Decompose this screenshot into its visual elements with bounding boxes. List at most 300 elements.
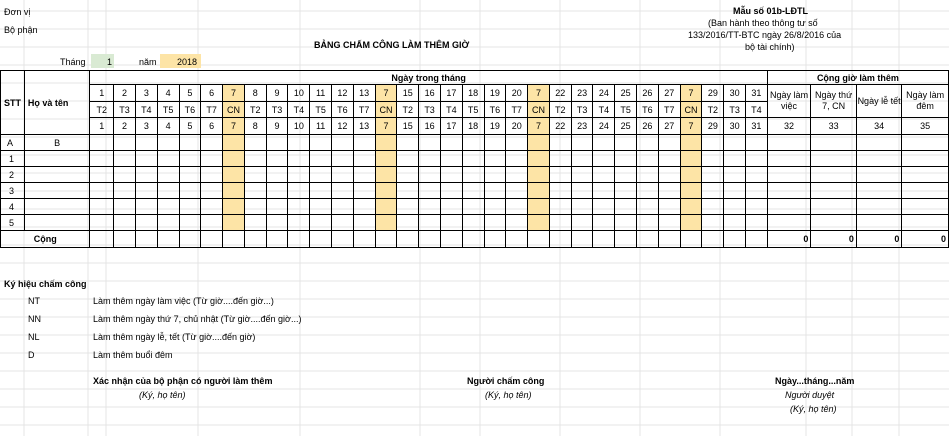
total-day-cell <box>658 231 680 248</box>
day-cell[interactable] <box>462 183 484 199</box>
total-day-cell <box>179 231 201 248</box>
total-day-cell <box>746 231 768 248</box>
day-cell[interactable] <box>397 215 419 231</box>
day-cell[interactable] <box>223 215 245 231</box>
weekday-label: T3 <box>724 102 746 118</box>
day-cell[interactable] <box>397 183 419 199</box>
day-cell[interactable] <box>375 167 397 183</box>
day-cell <box>549 135 571 151</box>
day-cell <box>440 135 462 151</box>
day-cell[interactable] <box>746 151 768 167</box>
day-cell[interactable] <box>244 167 266 183</box>
day-cell[interactable] <box>201 167 223 183</box>
day-number: 25 <box>615 85 637 102</box>
day-cell[interactable] <box>244 183 266 199</box>
ot-cell[interactable] <box>856 199 902 215</box>
ot-column-label: Ngày làm đêm <box>902 85 949 118</box>
day-cell[interactable] <box>419 183 441 199</box>
day-cell[interactable] <box>90 151 114 167</box>
day-cell[interactable] <box>528 199 550 215</box>
day-cell[interactable] <box>680 183 702 199</box>
day-cell[interactable] <box>223 183 245 199</box>
day-cell <box>223 135 245 151</box>
day-cell <box>135 135 157 151</box>
day-cell[interactable] <box>179 151 201 167</box>
ot-total: 0 <box>902 231 949 248</box>
day-cell[interactable] <box>90 183 114 199</box>
column-index: 19 <box>484 118 506 135</box>
day-number: 8 <box>244 85 266 102</box>
day-cell[interactable] <box>593 215 615 231</box>
day-cell <box>746 135 768 151</box>
weekday-label: T7 <box>201 102 223 118</box>
day-cell[interactable] <box>746 215 768 231</box>
weekday-label: T2 <box>549 102 571 118</box>
employee-name-cell[interactable] <box>24 183 90 199</box>
day-cell[interactable] <box>375 151 397 167</box>
day-cell[interactable] <box>462 199 484 215</box>
weekday-label: T4 <box>746 102 768 118</box>
ot-cell[interactable] <box>767 151 811 167</box>
day-cell <box>90 135 114 151</box>
day-cell[interactable] <box>746 183 768 199</box>
ot-cell[interactable] <box>811 215 857 231</box>
day-cell[interactable] <box>702 199 724 215</box>
day-cell[interactable] <box>353 167 375 183</box>
day-cell[interactable] <box>549 183 571 199</box>
day-cell[interactable] <box>157 215 179 231</box>
day-cell[interactable] <box>90 199 114 215</box>
weekday-label: CN <box>528 102 550 118</box>
weekday-label: T5 <box>615 102 637 118</box>
day-cell[interactable] <box>440 167 462 183</box>
day-cell[interactable] <box>549 199 571 215</box>
day-cell[interactable] <box>353 151 375 167</box>
ot-cell[interactable] <box>902 183 949 199</box>
day-cell[interactable] <box>157 199 179 215</box>
column-index: 11 <box>310 118 332 135</box>
day-cell[interactable] <box>90 215 114 231</box>
day-cell[interactable] <box>244 215 266 231</box>
column-index: 13 <box>353 118 375 135</box>
total-day-cell <box>549 231 571 248</box>
day-cell[interactable] <box>724 199 746 215</box>
day-cell[interactable] <box>658 183 680 199</box>
day-cell[interactable] <box>223 199 245 215</box>
day-cell[interactable] <box>332 167 354 183</box>
day-cell[interactable] <box>179 215 201 231</box>
day-cell[interactable] <box>310 167 332 183</box>
day-cell[interactable] <box>310 151 332 167</box>
ot-cell <box>902 135 949 151</box>
day-cell[interactable] <box>135 183 157 199</box>
day-cell[interactable] <box>201 183 223 199</box>
day-cell <box>637 135 659 151</box>
day-cell[interactable] <box>419 167 441 183</box>
day-cell[interactable] <box>549 215 571 231</box>
day-cell[interactable] <box>114 167 136 183</box>
day-cell[interactable] <box>157 151 179 167</box>
column-index: 10 <box>288 118 310 135</box>
day-cell[interactable] <box>506 215 528 231</box>
day-cell[interactable] <box>375 215 397 231</box>
total-day-cell <box>724 231 746 248</box>
total-day-cell <box>571 231 593 248</box>
day-cell[interactable] <box>637 215 659 231</box>
weekday-label: T7 <box>506 102 528 118</box>
column-index: 15 <box>397 118 419 135</box>
total-day-cell <box>615 231 637 248</box>
day-number: 31 <box>746 85 768 102</box>
day-cell[interactable] <box>506 167 528 183</box>
total-day-cell <box>310 231 332 248</box>
total-day-cell <box>593 231 615 248</box>
day-cell[interactable] <box>484 215 506 231</box>
day-cell <box>157 135 179 151</box>
column-index: 6 <box>201 118 223 135</box>
column-index: 22 <box>549 118 571 135</box>
day-cell[interactable] <box>353 215 375 231</box>
day-cell[interactable] <box>528 183 550 199</box>
day-cell[interactable] <box>332 215 354 231</box>
total-label: Cộng <box>1 231 90 248</box>
day-number: 24 <box>593 85 615 102</box>
stt-header: STT <box>1 71 25 135</box>
dept-confirm-label: Xác nhận của bộ phận có người làm thêm <box>93 376 273 386</box>
day-cell[interactable] <box>724 215 746 231</box>
ot-cell[interactable] <box>811 151 857 167</box>
column-index: 29 <box>702 118 724 135</box>
year-input[interactable] <box>160 54 201 68</box>
day-cell[interactable] <box>201 215 223 231</box>
day-cell[interactable] <box>571 183 593 199</box>
day-cell[interactable] <box>375 183 397 199</box>
day-cell[interactable] <box>266 215 288 231</box>
day-cell <box>462 135 484 151</box>
column-index: 12 <box>332 118 354 135</box>
day-cell[interactable] <box>615 215 637 231</box>
column-index: 7 <box>680 118 702 135</box>
page-title: BẢNG CHẤM CÔNG LÀM THÊM GIỜ <box>314 40 470 50</box>
total-day-cell <box>702 231 724 248</box>
day-cell[interactable] <box>397 151 419 167</box>
legend-code: D <box>28 350 35 360</box>
day-number: 6 <box>201 85 223 102</box>
day-cell[interactable] <box>506 183 528 199</box>
day-cell[interactable] <box>484 199 506 215</box>
total-day-cell <box>419 231 441 248</box>
day-cell[interactable] <box>637 167 659 183</box>
day-cell[interactable] <box>288 215 310 231</box>
ot-total: 0 <box>811 231 857 248</box>
month-input[interactable] <box>91 54 114 68</box>
name-header: Họ và tên <box>24 71 90 135</box>
ot-cell[interactable] <box>767 167 811 183</box>
day-cell[interactable] <box>266 167 288 183</box>
day-cell[interactable] <box>310 183 332 199</box>
day-cell[interactable] <box>680 199 702 215</box>
day-cell[interactable] <box>90 167 114 183</box>
day-cell[interactable] <box>157 183 179 199</box>
ot-cell[interactable] <box>811 183 857 199</box>
day-cell[interactable] <box>135 215 157 231</box>
day-cell[interactable] <box>244 151 266 167</box>
key-row-stt: A <box>1 135 25 151</box>
day-number: 26 <box>637 85 659 102</box>
total-day-cell <box>397 231 419 248</box>
day-cell[interactable] <box>658 167 680 183</box>
day-cell[interactable] <box>135 199 157 215</box>
day-number: 12 <box>332 85 354 102</box>
row-stt: 2 <box>1 167 25 183</box>
ot-cell[interactable] <box>811 199 857 215</box>
day-cell[interactable] <box>419 151 441 167</box>
day-cell[interactable] <box>332 151 354 167</box>
form-note-3: bộ tài chính) <box>745 42 795 52</box>
day-cell[interactable] <box>593 151 615 167</box>
column-index: 26 <box>637 118 659 135</box>
day-cell[interactable] <box>680 215 702 231</box>
row-stt: 3 <box>1 183 25 199</box>
day-cell[interactable] <box>571 215 593 231</box>
day-cell[interactable] <box>462 167 484 183</box>
day-cell[interactable] <box>528 215 550 231</box>
ot-cell <box>767 135 811 151</box>
day-number: 9 <box>266 85 288 102</box>
day-cell[interactable] <box>201 151 223 167</box>
day-cell[interactable] <box>179 167 201 183</box>
employee-name-cell[interactable] <box>24 215 90 231</box>
day-cell[interactable] <box>528 151 550 167</box>
day-cell[interactable] <box>201 199 223 215</box>
day-cell <box>724 135 746 151</box>
weekday-label: T6 <box>637 102 659 118</box>
day-cell[interactable] <box>702 167 724 183</box>
day-cell[interactable] <box>332 199 354 215</box>
year-value: 2018 <box>177 57 198 67</box>
day-cell[interactable] <box>462 151 484 167</box>
day-cell[interactable] <box>658 215 680 231</box>
day-number: 16 <box>419 85 441 102</box>
day-cell[interactable] <box>746 199 768 215</box>
ot-cell[interactable] <box>811 167 857 183</box>
employee-name-cell[interactable] <box>24 151 90 167</box>
column-index: 24 <box>593 118 615 135</box>
row-stt: 1 <box>1 151 25 167</box>
day-cell[interactable] <box>506 151 528 167</box>
day-cell[interactable] <box>593 183 615 199</box>
weekday-label: CN <box>375 102 397 118</box>
weekday-label: T2 <box>244 102 266 118</box>
day-cell[interactable] <box>528 167 550 183</box>
day-cell[interactable] <box>353 183 375 199</box>
day-number: 20 <box>506 85 528 102</box>
day-cell[interactable] <box>157 167 179 183</box>
day-cell[interactable] <box>440 151 462 167</box>
day-cell[interactable] <box>135 167 157 183</box>
day-number: 10 <box>288 85 310 102</box>
day-cell[interactable] <box>593 199 615 215</box>
day-cell[interactable] <box>506 199 528 215</box>
day-cell[interactable] <box>702 183 724 199</box>
day-number: 19 <box>484 85 506 102</box>
total-day-cell <box>462 231 484 248</box>
legend-code: NN <box>28 314 41 324</box>
ot-cell[interactable] <box>902 215 949 231</box>
day-cell[interactable] <box>332 183 354 199</box>
day-cell[interactable] <box>571 167 593 183</box>
day-cell[interactable] <box>310 199 332 215</box>
day-cell <box>419 135 441 151</box>
dept-sign-note: (Ký, họ tên) <box>139 390 186 400</box>
day-number: 5 <box>179 85 201 102</box>
table-row <box>1 199 949 215</box>
day-cell[interactable] <box>484 167 506 183</box>
day-cell[interactable] <box>484 151 506 167</box>
day-cell[interactable] <box>680 151 702 167</box>
day-cell[interactable] <box>114 183 136 199</box>
day-cell[interactable] <box>244 199 266 215</box>
day-cell <box>353 135 375 151</box>
ot-cell[interactable] <box>902 167 949 183</box>
weekday-label: T4 <box>440 102 462 118</box>
day-cell[interactable] <box>637 151 659 167</box>
column-index: 23 <box>571 118 593 135</box>
day-number: 7 <box>223 85 245 102</box>
table-row <box>1 183 949 199</box>
day-cell[interactable] <box>288 199 310 215</box>
date-line: Ngày...tháng...năm <box>775 376 855 386</box>
ot-cell[interactable] <box>767 199 811 215</box>
ot-column-index: 34 <box>856 118 902 135</box>
day-cell[interactable] <box>746 167 768 183</box>
weekday-label: T5 <box>310 102 332 118</box>
month-value: 1 <box>107 57 113 67</box>
day-cell[interactable] <box>419 215 441 231</box>
day-number: 23 <box>571 85 593 102</box>
day-cell[interactable] <box>702 151 724 167</box>
ot-column-label: Ngày lễ tết <box>856 85 902 118</box>
day-cell <box>201 135 223 151</box>
day-cell[interactable] <box>440 183 462 199</box>
day-cell[interactable] <box>179 199 201 215</box>
day-cell[interactable] <box>724 167 746 183</box>
day-cell[interactable] <box>288 183 310 199</box>
day-number: 11 <box>310 85 332 102</box>
day-cell[interactable] <box>615 199 637 215</box>
day-cell[interactable] <box>702 215 724 231</box>
ot-cell[interactable] <box>767 183 811 199</box>
day-cell[interactable] <box>571 199 593 215</box>
day-number: 1 <box>90 85 114 102</box>
day-cell[interactable] <box>114 215 136 231</box>
day-cell[interactable] <box>615 183 637 199</box>
weekday-label: T6 <box>484 102 506 118</box>
day-cell[interactable] <box>637 199 659 215</box>
ot-cell[interactable] <box>856 215 902 231</box>
day-number: 18 <box>462 85 484 102</box>
ot-total: 0 <box>856 231 902 248</box>
legend-code: NL <box>28 332 40 342</box>
weekday-label: T3 <box>419 102 441 118</box>
weekday-label: T5 <box>157 102 179 118</box>
day-cell[interactable] <box>484 183 506 199</box>
day-cell[interactable] <box>419 199 441 215</box>
timekeeper-label: Người chấm công <box>467 376 545 386</box>
legend-code: NT <box>28 296 40 306</box>
day-cell[interactable] <box>680 167 702 183</box>
day-cell <box>571 135 593 151</box>
ot-cell[interactable] <box>902 151 949 167</box>
day-cell[interactable] <box>223 151 245 167</box>
day-cell[interactable] <box>397 199 419 215</box>
day-cell[interactable] <box>397 167 419 183</box>
day-cell[interactable] <box>724 151 746 167</box>
day-cell[interactable] <box>135 151 157 167</box>
day-cell[interactable] <box>375 199 397 215</box>
weekday-label: T2 <box>397 102 419 118</box>
column-index: 18 <box>462 118 484 135</box>
day-cell[interactable] <box>615 151 637 167</box>
day-cell[interactable] <box>114 151 136 167</box>
day-cell[interactable] <box>724 183 746 199</box>
ot-cell[interactable] <box>856 167 902 183</box>
overtime-header: Cộng giờ làm thêm <box>767 71 948 85</box>
ot-cell[interactable] <box>902 199 949 215</box>
day-cell[interactable] <box>114 199 136 215</box>
employee-name-cell[interactable] <box>24 167 90 183</box>
day-cell[interactable] <box>353 199 375 215</box>
day-cell[interactable] <box>179 183 201 199</box>
day-cell[interactable] <box>593 167 615 183</box>
legend-description: Làm thêm ngày thứ 7, chủ nhật (Từ giờ....đến giờ...) <box>93 314 302 324</box>
day-cell[interactable] <box>266 183 288 199</box>
day-cell[interactable] <box>310 215 332 231</box>
day-cell[interactable] <box>658 151 680 167</box>
ot-cell[interactable] <box>856 151 902 167</box>
ot-cell[interactable] <box>856 183 902 199</box>
day-cell[interactable] <box>637 183 659 199</box>
day-cell[interactable] <box>549 151 571 167</box>
ot-cell[interactable] <box>767 215 811 231</box>
day-number: 7 <box>528 85 550 102</box>
day-cell[interactable] <box>658 199 680 215</box>
day-cell[interactable] <box>549 167 571 183</box>
ot-total: 0 <box>767 231 811 248</box>
day-cell[interactable] <box>288 151 310 167</box>
total-day-cell <box>201 231 223 248</box>
day-cell[interactable] <box>571 151 593 167</box>
day-cell[interactable] <box>440 199 462 215</box>
day-cell[interactable] <box>223 167 245 183</box>
ot-cell <box>811 135 857 151</box>
ot-column-index: 35 <box>902 118 949 135</box>
day-cell[interactable] <box>440 215 462 231</box>
total-day-cell <box>157 231 179 248</box>
total-day-cell <box>637 231 659 248</box>
day-cell[interactable] <box>288 167 310 183</box>
day-cell[interactable] <box>615 167 637 183</box>
employee-name-cell[interactable] <box>24 199 90 215</box>
table-row <box>1 215 949 231</box>
weekday-label: T2 <box>90 102 114 118</box>
day-cell[interactable] <box>266 151 288 167</box>
day-cell[interactable] <box>266 199 288 215</box>
total-day-cell <box>353 231 375 248</box>
day-cell[interactable] <box>462 215 484 231</box>
ot-column-label: Ngày thứ 7, CN <box>811 85 857 118</box>
day-cell <box>266 135 288 151</box>
